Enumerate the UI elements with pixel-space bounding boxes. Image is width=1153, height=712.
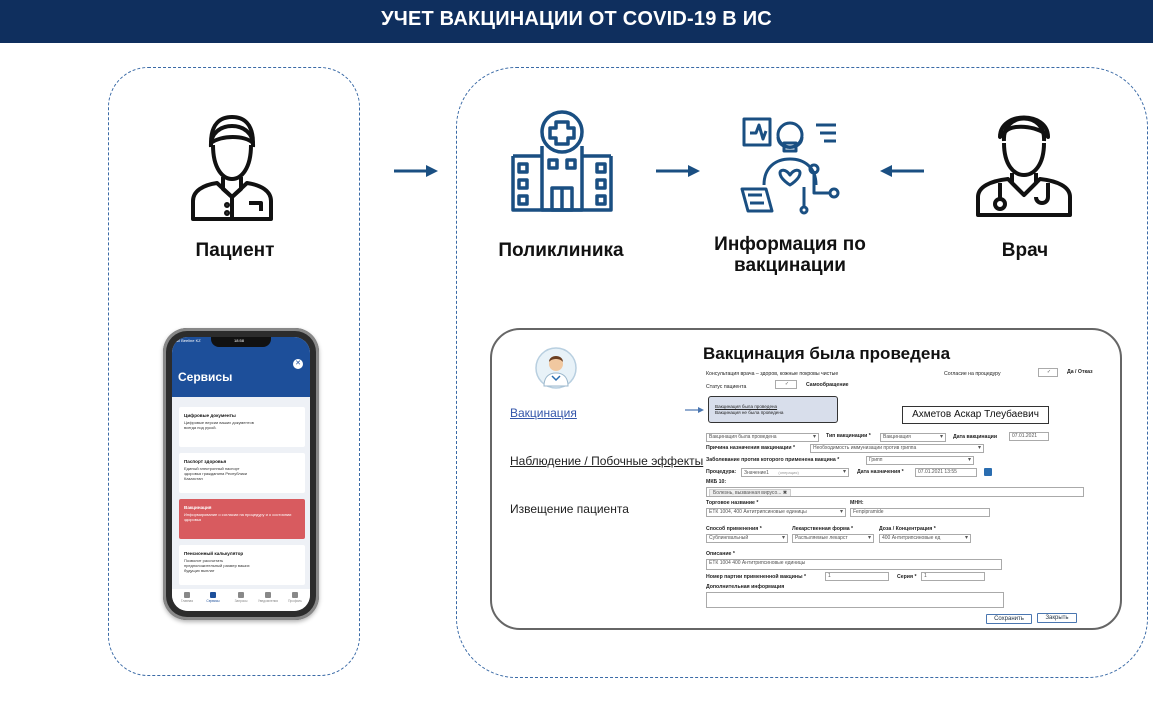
- phone-screen: [172, 337, 310, 611]
- consent-checkbox[interactable]: ✓: [1038, 368, 1058, 377]
- card-title: Вакцинация: [184, 505, 212, 510]
- type-label: Тип вакцинации *: [826, 433, 871, 439]
- mnn-input[interactable]: Fenpipramide: [850, 508, 990, 517]
- extra-label: Дополнительная информация: [706, 584, 785, 590]
- tab-label: Профиль: [288, 599, 302, 603]
- status-bar-time: 18:58: [234, 338, 245, 343]
- mkb-field[interactable]: [706, 487, 1084, 497]
- tab-label: Сервисы: [206, 599, 220, 603]
- patient-name-box: [902, 406, 1049, 424]
- desc-input[interactable]: ЕТК 1004 400 Антитрипсиновые единицы: [706, 559, 1002, 570]
- mnn-label: МНН:: [850, 500, 864, 506]
- extra-textarea[interactable]: [706, 592, 1004, 608]
- calendar-icon[interactable]: [984, 468, 992, 476]
- patient-status-label: Статус пациента: [706, 384, 747, 390]
- disease-select[interactable]: Грипп ▾: [866, 456, 974, 465]
- tab-services[interactable]: [201, 592, 225, 603]
- popup-option[interactable]: Вакцинация не была проведена: [715, 410, 784, 415]
- page-title: УЧЕТ ВАКЦИНАЦИИ ОТ COVID-19 В ИС: [0, 0, 1153, 43]
- nav-observation[interactable]: Наблюдение / Побочные эффекты: [510, 454, 704, 468]
- mkb-label: МКБ 10:: [706, 479, 727, 485]
- bell-icon: [265, 592, 271, 598]
- series-label: Серия *: [897, 574, 917, 580]
- trade-select[interactable]: ЕТК 1004, 400 Антитрипсиновые единицы ▾: [706, 508, 846, 517]
- procedure-value: Значение1: [744, 470, 769, 476]
- reason-select[interactable]: Необходимость иммунизации против гриппа ▾: [810, 444, 984, 453]
- grid-icon: [210, 592, 216, 598]
- mkb-tag[interactable]: [709, 489, 791, 497]
- hospital-icon: [509, 110, 615, 214]
- date-label: Дата вакцинации: [953, 434, 998, 440]
- tab-label: Запросы: [234, 599, 248, 603]
- card-desc: Позволит рассчитать предположительный размер ваших будущих выплат: [184, 558, 250, 573]
- remove-icon[interactable]: ✖: [782, 490, 788, 496]
- service-card-pension[interactable]: [179, 545, 305, 585]
- nav-notify[interactable]: Извещение пациента: [510, 502, 629, 516]
- method-select[interactable]: Сублингвальный ▾: [706, 534, 788, 543]
- mkb-value: Болезнь, вызванная вирусо...: [713, 490, 782, 496]
- card-title: Паспорт здоровья: [184, 459, 227, 464]
- doctor-avatar: [534, 346, 578, 395]
- status-dropdown-popup[interactable]: [708, 396, 838, 423]
- services-title: Сервисы: [178, 370, 233, 384]
- nav-vaccination[interactable]: Вакцинация: [510, 406, 577, 420]
- arrow-right-icon: [394, 164, 438, 178]
- consent-label: Согласие на процедуру: [944, 371, 1001, 377]
- phone-mockup: [163, 328, 319, 620]
- appointment-input[interactable]: 07.01.2021 13:55: [915, 468, 977, 477]
- clinic-label: Поликлиника: [498, 240, 624, 261]
- status-bar-carrier: all Beeline KZ: [176, 338, 201, 343]
- consult-text: Консультация врача – здоров, кожные покровы чистые: [706, 371, 839, 377]
- tab-label: Уведомления: [258, 599, 278, 603]
- service-card-documents[interactable]: [179, 407, 305, 447]
- reason-label: Причина назначения вакцинации *: [706, 445, 796, 451]
- patient-icon: [187, 105, 277, 223]
- series-input[interactable]: 1: [921, 572, 985, 581]
- tab-requests[interactable]: [229, 592, 253, 603]
- popup-option[interactable]: Вакцинация была проведена: [715, 404, 778, 409]
- arrow-right-icon: [685, 406, 705, 414]
- procedure-label: Процедура:: [706, 469, 737, 475]
- dose-select[interactable]: 400 Антитрипсиновые ед ▾: [879, 534, 971, 543]
- user-icon: [292, 592, 298, 598]
- save-button[interactable]: Сохранить: [986, 614, 1032, 624]
- batch-label: Номер партии примененной вакцины *: [706, 574, 806, 580]
- self-referral-checkbox[interactable]: ✓: [775, 380, 797, 389]
- form-label: Лекарственная форма *: [792, 526, 854, 532]
- procedure-hint: (операция): [778, 470, 799, 475]
- arrow-right-icon: [656, 164, 700, 178]
- arrow-left-icon: [880, 164, 924, 178]
- patient-name: Ахметов Аскар Тлеубаевич: [912, 409, 1039, 420]
- tab-profile[interactable]: [283, 592, 307, 603]
- info-label-text: Информация по вакцинации: [714, 234, 866, 276]
- desc-label: Описание *: [706, 551, 735, 557]
- tab-notifications[interactable]: [256, 592, 280, 603]
- info-label: [700, 234, 880, 276]
- close-button[interactable]: Закрыть: [1037, 613, 1077, 623]
- doctor-label: Врач: [1001, 240, 1049, 261]
- card-title: Цифровые документы: [184, 413, 236, 418]
- medical-data-icon: [738, 113, 844, 217]
- card-desc: Информирование о согласии на процедуру и о состоянии здоровья: [184, 512, 292, 522]
- procedure-select[interactable]: [741, 468, 849, 477]
- card-desc: Цифровые версии ваших документов всегда под рукой.: [184, 420, 254, 430]
- tab-home[interactable]: [175, 592, 199, 603]
- patient-label: Пациент: [195, 240, 275, 261]
- method-label: Способ применения *: [706, 526, 762, 532]
- batch-input[interactable]: 1: [825, 572, 889, 581]
- trade-label: Торговое название *: [706, 500, 759, 506]
- self-referral-label: Самообращение: [806, 382, 849, 388]
- home-icon: [184, 592, 190, 598]
- status-select[interactable]: Вакцинация была проведена ▾: [706, 433, 819, 442]
- close-icon[interactable]: ✕: [293, 359, 303, 369]
- consent-value: Да / Отказ: [1067, 369, 1093, 375]
- vaccination-form-panel: [490, 328, 1122, 630]
- card-desc: Единый электронный паспорт здоровья гражданина Республики Казахстан: [184, 466, 247, 481]
- type-select[interactable]: Вакцинация ▾: [880, 433, 946, 442]
- disease-label: Заболевание против которого применена вакцина *: [706, 457, 840, 463]
- dose-label: Доза / Концентрация *: [879, 526, 936, 532]
- card-title: Пенсионный калькулятор: [184, 551, 244, 556]
- date-input[interactable]: 07.01.2021: [1009, 432, 1049, 441]
- document-icon: [238, 592, 244, 598]
- service-card-vaccination[interactable]: [179, 499, 305, 539]
- service-card-health-passport[interactable]: [179, 453, 305, 493]
- tab-bar: [172, 589, 310, 611]
- form-heading: Вакцинация была проведена: [703, 344, 951, 363]
- appointment-label: Дата назначения *: [857, 469, 904, 475]
- form-select[interactable]: Распыляемые лекарст ▾: [792, 534, 874, 543]
- doctor-icon: [974, 101, 1074, 217]
- tab-label: Главная: [180, 599, 194, 603]
